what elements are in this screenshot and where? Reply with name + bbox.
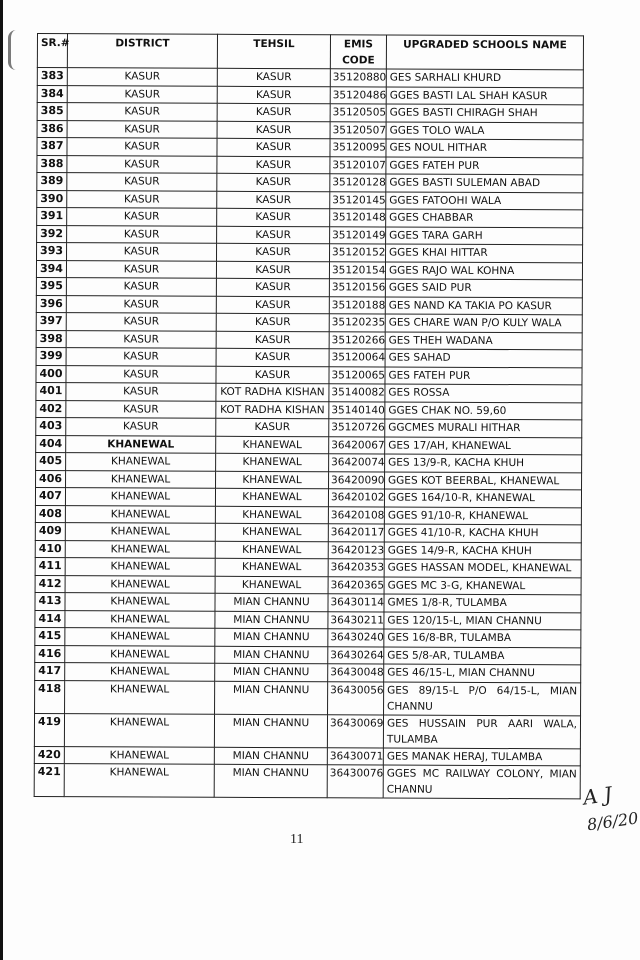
cell-school-name: GES SARHALI KHURD (386, 69, 583, 87)
cell-district: KHANEWAL (65, 593, 215, 611)
cell-tehsil: KHANEWAL (216, 453, 329, 471)
cell-district: KHANEWAL (65, 540, 215, 558)
cell-school-name: GGES FATEH PUR (386, 157, 583, 175)
cell-tehsil: KASUR (217, 173, 330, 191)
cell-emis-code: 36430048 (328, 664, 384, 682)
cell-tehsil: KASUR (217, 138, 330, 156)
cell-tehsil: KASUR (217, 226, 330, 244)
cell-district: KASUR (66, 295, 216, 313)
cell-district: KASUR (67, 190, 217, 208)
header-sr: SR.# (37, 34, 67, 68)
cell-sr: 419 (34, 713, 64, 746)
cell-school-name: GGES MC 3-G, KHANEWAL (384, 577, 581, 595)
cell-emis-code: 36430069 (327, 714, 383, 747)
cell-district: KHANEWAL (66, 453, 216, 471)
cell-school-name: GGES 14/9-R, KACHA KHUH (384, 542, 581, 560)
cell-emis-code: 36430071 (327, 747, 383, 765)
cell-tehsil: KHANEWAL (216, 471, 329, 489)
cell-tehsil: KHANEWAL (215, 558, 328, 576)
cell-emis-code: 36420123 (328, 541, 384, 559)
cell-school-name: GES 13/9-R, KACHA KHUH (385, 454, 582, 472)
cell-school-name: GES 89/15-L P/O 64/15-L, MIAN CHANNU (384, 682, 581, 716)
cell-school-name: GES CHARE WAN P/O KULY WALA (385, 314, 582, 332)
signature-initials: A J (581, 781, 614, 810)
handwritten-signature (581, 777, 640, 840)
cell-district: KASUR (67, 103, 217, 121)
cell-district: KHANEWAL (66, 470, 216, 488)
cell-district: KHANEWAL (64, 746, 214, 764)
cell-district: KHANEWAL (65, 663, 215, 681)
cell-sr: 389 (37, 173, 67, 191)
cell-district: KASUR (67, 243, 217, 261)
table-row (34, 713, 580, 748)
cell-district: KASUR (66, 313, 216, 331)
cell-emis-code: 35120065 (329, 366, 385, 384)
cell-school-name: GMES 1/8-R, TULAMBA (384, 594, 581, 612)
cell-sr: 403 (36, 417, 66, 435)
cell-emis-code: 36420108 (328, 506, 384, 524)
cell-district: KASUR (66, 348, 216, 366)
cell-district: KHANEWAL (66, 435, 216, 453)
cell-sr: 392 (37, 225, 67, 243)
cell-emis-code: 36420117 (328, 524, 384, 542)
cell-tehsil: KOT RADHA KISHAN (216, 401, 329, 419)
cell-tehsil: KHANEWAL (216, 436, 329, 454)
cell-tehsil: MIAN CHANNU (215, 611, 328, 629)
cell-district: KASUR (66, 260, 216, 278)
cell-sr: 411 (35, 557, 65, 575)
cell-sr: 406 (36, 470, 66, 488)
cell-school-name: GES THEH WADANA (385, 332, 582, 350)
cell-district: KHANEWAL (65, 558, 215, 576)
cell-tehsil: MIAN CHANNU (214, 714, 327, 747)
cell-sr: 396 (36, 295, 66, 313)
cell-tehsil: MIAN CHANNU (215, 646, 328, 664)
cell-emis-code: 35120266 (329, 331, 385, 349)
cell-tehsil: KASUR (216, 261, 329, 279)
cell-sr: 391 (37, 208, 67, 226)
cell-district: KHANEWAL (65, 628, 215, 646)
cell-tehsil: KASUR (217, 121, 330, 139)
cell-school-name: GES HUSSAIN PUR AARI WALA, TULAMBA (383, 715, 580, 749)
cell-tehsil: KHANEWAL (215, 541, 328, 559)
cell-emis-code: 36430264 (328, 646, 384, 664)
cell-school-name: GES NOUL HITHAR (386, 139, 583, 157)
signature-date: 8/6/20 (585, 808, 640, 835)
cell-school-name: GES 17/AH, KHANEWAL (385, 437, 582, 455)
cell-school-name: GGES HASSAN MODEL, KHANEWAL (384, 559, 581, 577)
cell-sr: 409 (35, 522, 65, 540)
cell-emis-code: 35120486 (330, 86, 386, 104)
cell-emis-code: 36430240 (328, 629, 384, 647)
cell-tehsil: KHANEWAL (215, 576, 328, 594)
punch-hole-mark (8, 30, 25, 70)
cell-district: KASUR (67, 85, 217, 103)
table-body (34, 68, 583, 799)
cell-tehsil: KASUR (217, 243, 330, 261)
cell-emis-code: 36430076 (327, 765, 383, 798)
cell-sr: 405 (36, 452, 66, 470)
cell-school-name: GGES BASTI CHIRAGH SHAH (386, 104, 583, 122)
cell-district: KHANEWAL (65, 505, 215, 523)
cell-district: KASUR (66, 383, 216, 401)
cell-tehsil: KASUR (216, 331, 329, 349)
cell-sr: 385 (37, 103, 67, 121)
cell-school-name: GGES BASTI LAL SHAH KASUR (386, 87, 583, 105)
cell-emis-code: 35120107 (330, 156, 386, 174)
cell-sr: 399 (36, 347, 66, 365)
cell-emis-code: 35120149 (330, 226, 386, 244)
cell-emis-code: 35120064 (329, 349, 385, 367)
cell-emis-code: 35120726 (329, 419, 385, 437)
cell-tehsil: KHANEWAL (215, 523, 328, 541)
cell-tehsil: KASUR (217, 86, 330, 104)
cell-school-name: GGES 91/10-R, KHANEWAL (384, 507, 581, 525)
cell-sr: 402 (36, 400, 66, 418)
cell-tehsil: KHANEWAL (215, 506, 328, 524)
cell-school-name: GES SAHAD (385, 349, 582, 367)
table-header-row (37, 34, 583, 70)
header-district: DISTRICT (67, 34, 217, 69)
cell-emis-code: 35120505 (330, 104, 386, 122)
cell-school-name: GGES TOLO WALA (386, 122, 583, 140)
cell-district: KASUR (67, 138, 217, 156)
cell-sr: 417 (35, 662, 65, 680)
cell-tehsil: KASUR (217, 68, 330, 86)
cell-school-name: GES 46/15-L, MIAN CHANNU (384, 664, 581, 682)
cell-emis-code: 36420090 (329, 471, 385, 489)
cell-emis-code: 35120145 (330, 191, 386, 209)
cell-emis-code: 35120156 (329, 279, 385, 297)
cell-sr: 386 (37, 120, 67, 138)
cell-district: KASUR (67, 208, 217, 226)
cell-school-name: GES ROSSA (385, 384, 582, 402)
cell-district: KASUR (67, 120, 217, 138)
cell-tehsil: KASUR (217, 208, 330, 226)
cell-sr: 407 (35, 487, 65, 505)
cell-emis-code: 35120188 (329, 296, 385, 314)
table-row (35, 680, 581, 715)
cell-school-name: GGES TARA GARH (386, 227, 583, 245)
cell-emis-code: 35120235 (329, 314, 385, 332)
cell-emis-code: 36430114 (328, 594, 384, 612)
cell-school-name: GES NAND KA TAKIA PO KASUR (385, 297, 582, 315)
cell-sr: 404 (36, 435, 66, 453)
cell-tehsil: KASUR (216, 278, 329, 296)
cell-tehsil: MIAN CHANNU (215, 681, 328, 714)
cell-emis-code: 35120095 (330, 139, 386, 157)
cell-tehsil: KASUR (217, 103, 330, 121)
cell-school-name: GGES 164/10-R, KHANEWAL (384, 489, 581, 507)
cell-tehsil: KASUR (216, 366, 329, 384)
cell-sr: 410 (35, 540, 65, 558)
cell-school-name: GES FATEH PUR (385, 367, 582, 385)
cell-tehsil: MIAN CHANNU (215, 628, 328, 646)
cell-district: KASUR (66, 400, 216, 418)
cell-sr: 415 (35, 627, 65, 645)
table-row (34, 763, 580, 798)
cell-school-name: GGES MC RAILWAY COLONY, MIAN CHANNU (383, 765, 580, 799)
cell-tehsil: KASUR (216, 313, 329, 331)
cell-sr: 414 (35, 610, 65, 628)
cell-tehsil: KASUR (216, 348, 329, 366)
cell-district: KHANEWAL (65, 575, 215, 593)
cell-school-name: GES 16/8-BR, TULAMBA (384, 629, 581, 647)
cell-district: KASUR (66, 418, 216, 436)
cell-sr: 413 (35, 592, 65, 610)
cell-sr: 388 (37, 155, 67, 173)
cell-emis-code: 36430056 (328, 681, 384, 714)
cell-school-name: GGES CHAK NO. 59,60 (385, 402, 582, 420)
header-emis-code: EMIS CODE (330, 35, 386, 69)
cell-sr: 384 (37, 85, 67, 103)
cell-emis-code: 35120128 (330, 174, 386, 192)
cell-sr: 418 (35, 680, 65, 713)
cell-school-name: GGES 41/10-R, KACHA KHUH (384, 524, 581, 542)
cell-tehsil: KASUR (216, 296, 329, 314)
cell-tehsil: MIAN CHANNU (215, 663, 328, 681)
cell-tehsil: KOT RADHA KISHAN (216, 383, 329, 401)
cell-district: KHANEWAL (65, 610, 215, 628)
cell-tehsil: KASUR (216, 418, 329, 436)
cell-sr: 397 (36, 312, 66, 330)
header-tehsil: TEHSIL (217, 34, 330, 68)
cell-sr: 394 (36, 260, 66, 278)
cell-emis-code: 35140140 (329, 401, 385, 419)
cell-sr: 398 (36, 330, 66, 348)
cell-district: KHANEWAL (64, 713, 214, 747)
cell-district: KHANEWAL (65, 680, 215, 714)
cell-school-name: GGES BASTI SULEMAN ABAD (386, 174, 583, 192)
cell-district: KASUR (66, 330, 216, 348)
scan-edge (0, 0, 3, 960)
cell-tehsil: MIAN CHANNU (215, 593, 328, 611)
cell-emis-code: 36430211 (328, 611, 384, 629)
cell-school-name: GGES SAID PUR (385, 279, 582, 297)
cell-emis-code: 36420067 (329, 436, 385, 454)
cell-school-name: GES MANAK HERAJ, TULAMBA (383, 748, 580, 766)
cell-tehsil: KASUR (217, 191, 330, 209)
cell-sr: 416 (35, 645, 65, 663)
cell-district: KASUR (67, 68, 217, 86)
page-number: 11 (290, 832, 304, 847)
cell-tehsil: KHANEWAL (215, 488, 328, 506)
cell-emis-code: 35120148 (330, 209, 386, 227)
cell-school-name: GGES KOT BEERBAL, KHANEWAL (385, 472, 582, 490)
cell-emis-code: 35120880 (330, 69, 386, 87)
cell-school-name: GGES CHABBAR (386, 209, 583, 227)
cell-emis-code: 35120154 (329, 261, 385, 279)
cell-emis-code: 36420353 (328, 559, 384, 577)
cell-tehsil: KASUR (217, 156, 330, 174)
cell-district: KASUR (67, 225, 217, 243)
cell-emis-code: 35120152 (330, 244, 386, 262)
header-school-name: UPGRADED SCHOOLS NAME (386, 35, 583, 70)
cell-sr: 387 (37, 138, 67, 156)
cell-sr: 393 (37, 243, 67, 261)
cell-sr: 400 (36, 365, 66, 383)
cell-district: KASUR (66, 278, 216, 296)
cell-emis-code: 35120507 (330, 121, 386, 139)
cell-district: KASUR (67, 173, 217, 191)
cell-emis-code: 36420074 (329, 454, 385, 472)
cell-sr: 395 (36, 277, 66, 295)
upgraded-schools-table (34, 33, 584, 799)
cell-sr: 420 (34, 746, 64, 764)
cell-school-name: GGCMES MURALI HITHAR (385, 419, 582, 437)
cell-district: KHANEWAL (65, 523, 215, 541)
cell-school-name: GES 120/15-L, MIAN CHANNU (384, 612, 581, 630)
cell-emis-code: 35140082 (329, 384, 385, 402)
cell-sr: 421 (34, 763, 64, 796)
cell-district: KHANEWAL (65, 645, 215, 663)
cell-sr: 408 (35, 505, 65, 523)
cell-school-name: GES 5/8-AR, TULAMBA (384, 647, 581, 665)
cell-district: KASUR (66, 365, 216, 383)
cell-tehsil: MIAN CHANNU (214, 747, 327, 765)
cell-district: KHANEWAL (64, 764, 214, 798)
cell-tehsil: MIAN CHANNU (214, 764, 327, 797)
cell-district: KHANEWAL (65, 488, 215, 506)
cell-school-name: GGES RAJO WAL KOHNA (385, 262, 582, 280)
cell-emis-code: 36420365 (328, 576, 384, 594)
cell-sr: 390 (37, 190, 67, 208)
cell-sr: 401 (36, 382, 66, 400)
cell-school-name: GGES KHAI HITTAR (386, 244, 583, 262)
cell-sr: 412 (35, 575, 65, 593)
cell-school-name: GGES FATOOHI WALA (386, 192, 583, 210)
cell-emis-code: 36420102 (328, 489, 384, 507)
cell-sr: 383 (37, 68, 67, 86)
cell-district: KASUR (67, 155, 217, 173)
